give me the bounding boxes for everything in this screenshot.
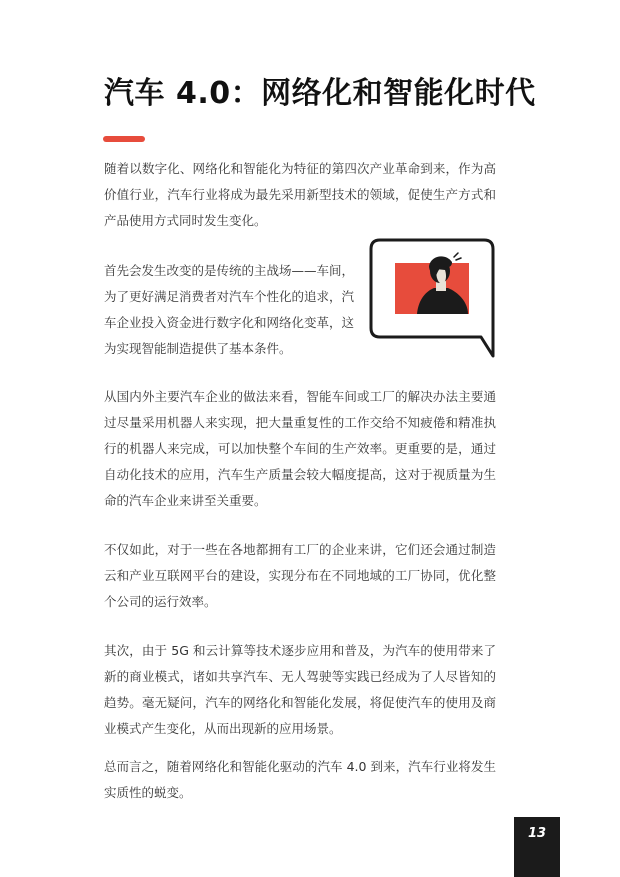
paragraph-workshop: 首先会发生改变的是传统的主战场——车间，为了更好满足消费者对汽车个性化的追求，汽车企业投入资金进行数字化和网络化变革，这为实现智能制造提供了基本条件。 xyxy=(104,263,355,356)
page-number-tab xyxy=(514,817,560,877)
paragraph-intro: 随着以数字化、网络化和智能化为特征的第四次产业革命到来，作为高价值行业，汽车行业将成为最先采用新型技术的领域，促使生产方式和产品使用方式同时发生变化。 xyxy=(104,161,496,228)
title-accent-bar xyxy=(103,136,145,142)
paragraph-conclusion: 总而言之，随着网络化和智能化驱动的汽车 4.0 到来，汽车行业将发生实质性的蜕变。 xyxy=(104,759,496,800)
page-title: 汽车 4.0：网络化和智能化时代 xyxy=(104,76,536,111)
paragraph-5g: 其次，由于 5G 和云计算等技术逐步应用和普及，为汽车的使用带来了新的商业模式，诸如共享汽车、无人驾驶等实践已经成为了人尽皆知的趋势。毫无疑问，汽车的网络化和智能化发展，将促使汽车的使用及商业模式产生变化，从而出现新的应用场景。 xyxy=(104,643,496,736)
page-number: 13 xyxy=(527,826,547,841)
paragraph-cloud: 不仅如此，对于一些在各地都拥有工厂的企业来讲，它们还会通过制造云和产业互联网平台的建设，实现分布在不同地域的工厂协同，优化整个公司的运行效率。 xyxy=(104,542,496,609)
person-speech-bubble-icon xyxy=(366,236,498,358)
paragraph-robots: 从国内外主要汽车企业的做法来看，智能车间或工厂的解决办法主要通过尽量采用机器人来实现，把大量重复性的工作交给不知疲倦和精准执行的机器人来完成，可以加快整个车间的生产效率。更重要的是，通过自动化技术的应用，汽车生产质量会较大幅度提高，这对于视质量为生命的汽车企业来讲至关重要。 xyxy=(104,389,496,508)
